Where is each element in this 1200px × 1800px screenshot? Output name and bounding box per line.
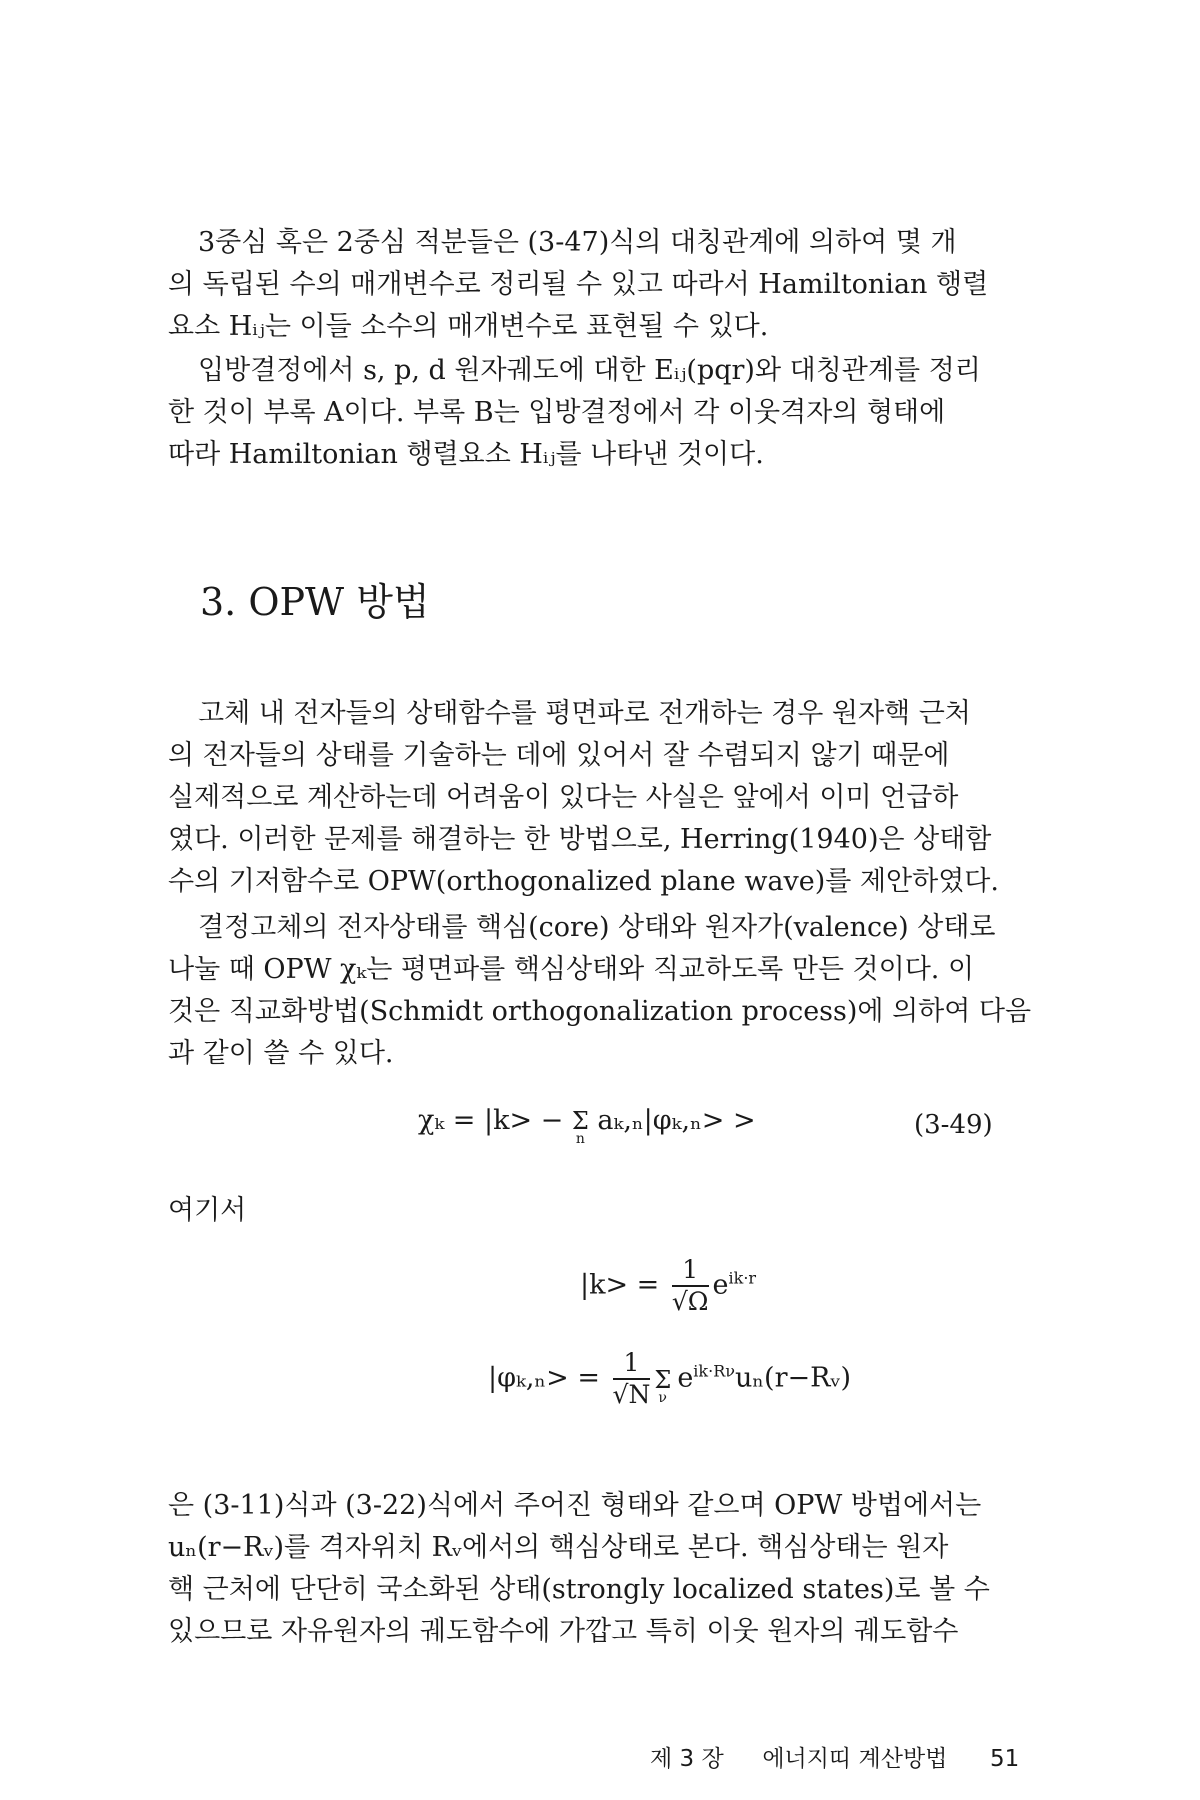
sum-symbol-block (571, 1105, 589, 1147)
paragraph-1 (168, 222, 1016, 348)
page-footer (650, 1740, 1019, 1773)
fraction (672, 1255, 709, 1317)
sum-symbol: Σ (654, 1365, 672, 1394)
text-line: 의 독립된 수의 매개변수로 정리될 수 있고 따라서 Hamiltonian 행렬 (168, 269, 989, 300)
equation-ket-k (580, 1255, 756, 1317)
paragraph-4 (168, 907, 1032, 1075)
text-line: 요소 Hᵢⱼ는 이들 소수의 매개변수로 표현될 수 있다. (168, 311, 769, 342)
fraction-denominator: √Ω (671, 1287, 709, 1316)
paragraph-5 (168, 1485, 1016, 1653)
fraction (613, 1348, 651, 1410)
text-line: 입방결정에서 s, p, d 원자궤도에 대한 Eᵢⱼ(pqr)와 대칭관계를 정리 (198, 355, 981, 386)
page-number: 51 (990, 1746, 1020, 1772)
sum-index: ν (658, 1389, 667, 1406)
text-line: 것은 직교화방법(Schmidt orthogonalization process)에 의하여 다음 (168, 996, 1032, 1027)
fraction-denominator: √N (612, 1380, 651, 1409)
sum-symbol-block (654, 1364, 672, 1406)
text-line: 과 같이 쓸 수 있다. (168, 1038, 394, 1069)
exp-base: e (677, 1362, 694, 1394)
paragraph-3 (168, 693, 1016, 903)
text-line: 핵 근처에 단단히 국소화된 상태(strongly localized states)로 볼 수 (168, 1574, 990, 1605)
footer-title: 에너지띠 계산방법 (762, 1746, 948, 1772)
exponent: ik·Rν (693, 1361, 735, 1381)
eq-lhs: |k> = (580, 1269, 668, 1301)
equation-number: (3-49) (914, 1110, 993, 1140)
text-line: 한 것이 부록 A이다. 부록 B는 입방결정에서 각 이웃격자의 형태에 (168, 397, 946, 428)
text-line: 나눌 때 OPW χₖ는 평면파를 핵심상태와 직교하도록 만든 것이다. 이 (168, 954, 975, 985)
fraction-numerator: 1 (672, 1255, 709, 1287)
text-line: uₙ(r−Rᵥ)를 격자위치 Rᵥ에서의 핵심상태로 본다. 핵심상태는 원자 (168, 1532, 949, 1563)
section-heading: 3. OPW 방법 (200, 580, 430, 624)
text-line: 따라 Hamiltonian 행렬요소 Hᵢⱼ를 나타낸 것이다. (168, 439, 764, 470)
equation-ket-phi (488, 1348, 851, 1410)
eq-lhs: |φₖ,ₙ> = (488, 1362, 609, 1394)
exponent: ik·r (728, 1268, 757, 1288)
sum-symbol: Σ (571, 1107, 589, 1135)
text-line: 고체 내 전자들의 상태함수를 평면파로 전개하는 경우 원자핵 근처 (198, 698, 971, 729)
sum-index: n (575, 1131, 585, 1147)
text-line: 수의 기저함수로 OPW(orthogonalized plane wave)를 제안하였다. (168, 866, 999, 897)
eq-tail: uₙ(r−Rᵥ) (734, 1362, 852, 1394)
text-line: 실제적으로 계산하는데 어려움이 있다는 사실은 앞에서 이미 언급하 (168, 782, 959, 813)
text-line: 3중심 혹은 2중심 적분들은 (3-47)식의 대칭관계에 의하여 몇 개 (198, 227, 957, 258)
exp-base: e (712, 1269, 729, 1301)
text-line: 였다. 이러한 문제를 해결하는 한 방법으로, Herring(1940)은 상태함 (168, 824, 992, 855)
text-line: 있으므로 자유원자의 궤도함수에 가깝고 특히 이웃 원자의 궤도함수 (168, 1616, 959, 1647)
where-label: 여기서 (168, 1195, 247, 1226)
eq-rhs: aₖ,ₙ|φₖ,ₙ> > (588, 1105, 756, 1136)
equation-3-49 (418, 1105, 756, 1147)
text-line: 은 (3-11)식과 (3-22)식에서 주어진 형태와 같으며 OPW 방법에서는 (168, 1490, 982, 1521)
fraction-numerator: 1 (613, 1348, 651, 1380)
footer-chapter: 제 3 장 (650, 1746, 724, 1772)
eq-lhs: χₖ = |k> − (418, 1105, 572, 1136)
text-line: 결정고체의 전자상태를 핵심(core) 상태와 원자가(valence) 상태로 (198, 912, 996, 943)
text-line: 의 전자들의 상태를 기술하는 데에 있어서 잘 수렴되지 않기 때문에 (168, 740, 950, 771)
paragraph-2 (168, 350, 1016, 476)
